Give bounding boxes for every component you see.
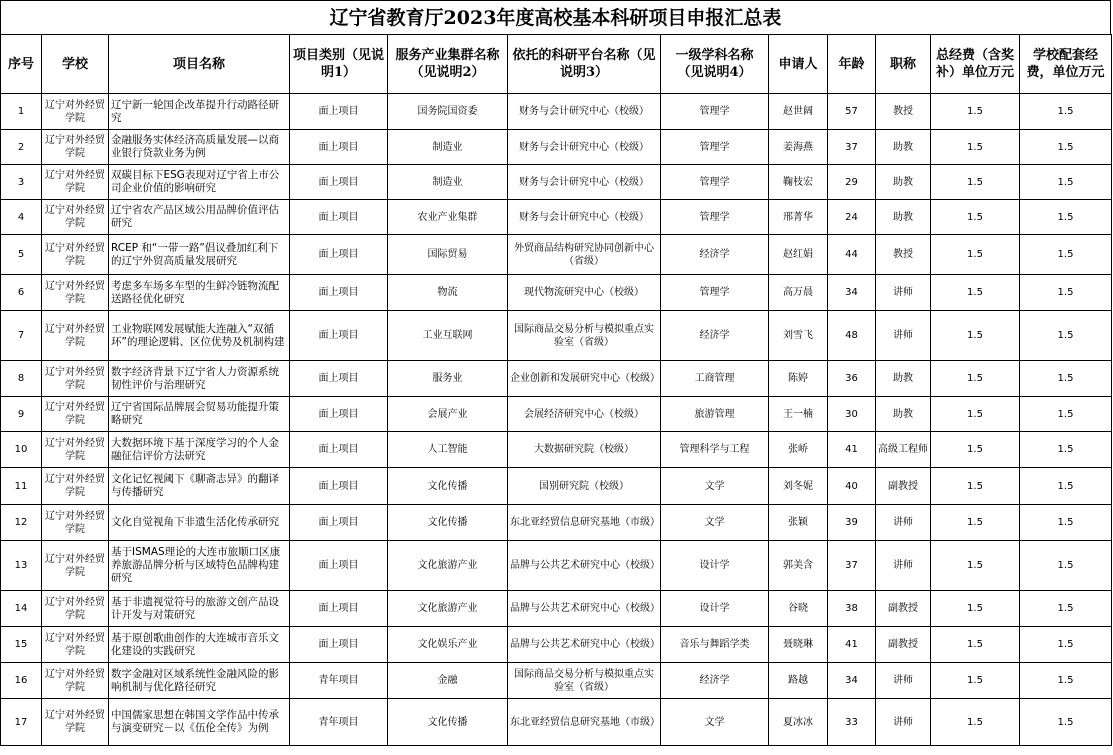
cell-matching-funding[interactable]: 1.5 (1020, 397, 1112, 432)
cell-job-title[interactable]: 高级工程师 (876, 432, 931, 468)
table-row (1, 361, 1112, 397)
cell-job-title[interactable]: 助教 (876, 200, 931, 235)
header-industry-cluster: 服务产业集群名称（见说明2） (388, 35, 508, 94)
header-project-type: 项目类别（见说明1） (290, 35, 388, 94)
cell-total-funding[interactable]: 1.5 (931, 235, 1020, 275)
cell-discipline[interactable]: 管理学 (661, 275, 769, 311)
cell-project-type[interactable]: 面上项目 (290, 541, 388, 591)
cell-discipline[interactable]: 设计学 (661, 541, 769, 591)
cell-industry-cluster[interactable]: 制造业 (388, 130, 508, 165)
cell-job-title[interactable]: 讲师 (876, 275, 931, 311)
header-job-title: 职称 (876, 35, 931, 94)
cell-industry-cluster[interactable]: 工业互联网 (388, 311, 508, 361)
cell-discipline[interactable]: 经济学 (661, 663, 769, 699)
cell-research-platform[interactable]: 财务与会计研究中心（校级） (508, 130, 661, 165)
cell-matching-funding[interactable]: 1.5 (1020, 699, 1112, 746)
cell-applicant[interactable]: 张颖 (769, 505, 828, 541)
cell-project-name[interactable]: 大数据环境下基于深度学习的个人金融征信评价方法研究 (109, 432, 290, 468)
cell-matching-funding[interactable]: 1.5 (1020, 432, 1112, 468)
cell-age[interactable]: 38 (828, 591, 876, 627)
cell-research-platform[interactable]: 外贸商品结构研究协同创新中心（省级） (508, 235, 661, 275)
table-row (1, 275, 1112, 311)
cell-applicant[interactable]: 刘冬妮 (769, 468, 828, 505)
cell-project-type[interactable]: 面上项目 (290, 165, 388, 200)
cell-discipline[interactable]: 工商管理 (661, 361, 769, 397)
cell-industry-cluster[interactable]: 制造业 (388, 165, 508, 200)
cell-project-name[interactable]: 基于非遗视觉符号的旅游文创产品设计开发与对策研究 (109, 591, 290, 627)
cell-total-funding[interactable]: 1.5 (931, 165, 1020, 200)
cell-project-name[interactable]: 辽宁新一轮国企改革提升行动路径研究 (109, 94, 290, 130)
header-discipline: 一级学科名称（见说明4） (661, 35, 769, 94)
cell-age[interactable]: 41 (828, 432, 876, 468)
cell-total-funding[interactable]: 1.5 (931, 505, 1020, 541)
header-total-funding: 总经费（含奖补）单位万元 (931, 35, 1020, 94)
cell-discipline[interactable]: 经济学 (661, 311, 769, 361)
cell-project-name[interactable]: RCEP 和“一带一路”倡议叠加红利下的辽宁外贸高质量发展研究 (109, 235, 290, 275)
cell-matching-funding[interactable]: 1.5 (1020, 200, 1112, 235)
cell-applicant[interactable]: 姜海燕 (769, 130, 828, 165)
cell-school[interactable]: 辽宁对外经贸学院 (42, 699, 109, 746)
cell-job-title[interactable]: 副教授 (876, 627, 931, 663)
cell-project-name[interactable]: 辽宁省国际品牌展会贸易功能提升策略研究 (109, 397, 290, 432)
sheet-title: 辽宁省教育厅2023年度高校基本科研项目申报汇总表 (0, 0, 1111, 34)
cell-project-name[interactable]: 金融服务实体经济高质量发展—以商业银行贷款业务为例 (109, 130, 290, 165)
cell-matching-funding[interactable]: 1.5 (1020, 361, 1112, 397)
cell-discipline[interactable]: 管理学 (661, 200, 769, 235)
cell-job-title[interactable]: 助教 (876, 130, 931, 165)
table-row (1, 130, 1112, 165)
table-row (1, 311, 1112, 361)
cell-research-platform[interactable]: 财务与会计研究中心（校级） (508, 200, 661, 235)
cell-industry-cluster[interactable]: 文化传播 (388, 468, 508, 505)
table-row (1, 699, 1112, 746)
cell-total-funding[interactable]: 1.5 (931, 275, 1020, 311)
cell-applicant[interactable]: 聂晓琳 (769, 627, 828, 663)
table-row (1, 235, 1112, 275)
header-research-platform: 依托的科研平台名称（见说明3） (508, 35, 661, 94)
cell-job-title[interactable]: 讲师 (876, 699, 931, 746)
cell-project-type[interactable]: 青年项目 (290, 663, 388, 699)
cell-school[interactable]: 辽宁对外经贸学院 (42, 432, 109, 468)
cell-total-funding[interactable]: 1.5 (931, 311, 1020, 361)
cell-discipline[interactable]: 管理学 (661, 130, 769, 165)
table-row (1, 397, 1112, 432)
cell-school[interactable]: 辽宁对外经贸学院 (42, 200, 109, 235)
cell-school[interactable]: 辽宁对外经贸学院 (42, 505, 109, 541)
table-row (1, 505, 1112, 541)
cell-total-funding[interactable]: 1.5 (931, 541, 1020, 591)
cell-age[interactable]: 41 (828, 627, 876, 663)
cell-project-type[interactable]: 面上项目 (290, 432, 388, 468)
cell-seq[interactable]: 4 (1, 200, 42, 235)
cell-matching-funding[interactable]: 1.5 (1020, 130, 1112, 165)
header-matching-funding: 学校配套经费，单位万元 (1020, 35, 1112, 94)
cell-school[interactable]: 辽宁对外经贸学院 (42, 94, 109, 130)
cell-discipline[interactable]: 旅游管理 (661, 397, 769, 432)
cell-project-type[interactable]: 面上项目 (290, 235, 388, 275)
cell-matching-funding[interactable]: 1.5 (1020, 505, 1112, 541)
header-applicant: 申请人 (769, 35, 828, 94)
cell-job-title[interactable]: 助教 (876, 165, 931, 200)
cell-school[interactable]: 辽宁对外经贸学院 (42, 165, 109, 200)
cell-total-funding[interactable]: 1.5 (931, 699, 1020, 746)
cell-job-title[interactable]: 讲师 (876, 505, 931, 541)
cell-research-platform[interactable]: 东北亚经贸信息研究基地（市级） (508, 699, 661, 746)
table-row (1, 94, 1112, 130)
cell-matching-funding[interactable]: 1.5 (1020, 311, 1112, 361)
cell-applicant[interactable]: 鞠枝宏 (769, 165, 828, 200)
cell-research-platform[interactable]: 会展经济研究中心（校级） (508, 397, 661, 432)
cell-discipline[interactable]: 文学 (661, 468, 769, 505)
cell-industry-cluster[interactable]: 金融 (388, 663, 508, 699)
cell-job-title[interactable]: 副教授 (876, 468, 931, 505)
cell-school[interactable]: 辽宁对外经贸学院 (42, 397, 109, 432)
cell-matching-funding[interactable]: 1.5 (1020, 165, 1112, 200)
cell-research-platform[interactable]: 国际商品交易分析与模拟重点实验室（省级） (508, 311, 661, 361)
table-row (1, 627, 1112, 663)
cell-discipline[interactable]: 管理科学与工程 (661, 432, 769, 468)
cell-age[interactable]: 57 (828, 94, 876, 130)
cell-seq[interactable]: 12 (1, 505, 42, 541)
cell-job-title[interactable]: 助教 (876, 397, 931, 432)
cell-discipline[interactable]: 文学 (661, 699, 769, 746)
cell-project-type[interactable]: 面上项目 (290, 397, 388, 432)
cell-age[interactable]: 44 (828, 235, 876, 275)
cell-project-name[interactable]: 辽宁省农产品区域公用品牌价值评估研究 (109, 200, 290, 235)
cell-seq[interactable]: 5 (1, 235, 42, 275)
cell-total-funding[interactable]: 1.5 (931, 663, 1020, 699)
cell-job-title[interactable]: 讲师 (876, 541, 931, 591)
cell-total-funding[interactable]: 1.5 (931, 397, 1020, 432)
cell-research-platform[interactable]: 大数据研究院（校级） (508, 432, 661, 468)
cell-matching-funding[interactable]: 1.5 (1020, 468, 1112, 505)
cell-project-name[interactable]: 考虑多车场多车型的生鲜冷链物流配送路径优化研究 (109, 275, 290, 311)
cell-industry-cluster[interactable]: 服务业 (388, 361, 508, 397)
cell-age[interactable]: 24 (828, 200, 876, 235)
cell-age[interactable]: 34 (828, 663, 876, 699)
cell-discipline[interactable]: 音乐与舞蹈学类 (661, 627, 769, 663)
cell-seq[interactable]: 13 (1, 541, 42, 591)
cell-total-funding[interactable]: 1.5 (931, 432, 1020, 468)
cell-school[interactable]: 辽宁对外经贸学院 (42, 541, 109, 591)
cell-seq[interactable]: 10 (1, 432, 42, 468)
cell-project-type[interactable]: 面上项目 (290, 94, 388, 130)
table-row (1, 468, 1112, 505)
cell-project-type[interactable]: 面上项目 (290, 275, 388, 311)
cell-applicant[interactable]: 赵红娟 (769, 235, 828, 275)
cell-project-type[interactable]: 面上项目 (290, 627, 388, 663)
cell-project-name[interactable]: 基于原创歌曲创作的大连城市音乐文化建设的实践研究 (109, 627, 290, 663)
cell-applicant[interactable]: 陈婷 (769, 361, 828, 397)
cell-project-name[interactable]: 数字经济背景下辽宁省人力资源系统韧性评价与治理研究 (109, 361, 290, 397)
cell-matching-funding[interactable]: 1.5 (1020, 275, 1112, 311)
cell-seq[interactable]: 16 (1, 663, 42, 699)
cell-school[interactable]: 辽宁对外经贸学院 (42, 311, 109, 361)
cell-seq[interactable]: 1 (1, 94, 42, 130)
cell-job-title[interactable]: 副教授 (876, 591, 931, 627)
cell-industry-cluster[interactable]: 文化旅游产业 (388, 591, 508, 627)
cell-job-title[interactable]: 助教 (876, 361, 931, 397)
cell-seq[interactable]: 8 (1, 361, 42, 397)
cell-total-funding[interactable]: 1.5 (931, 94, 1020, 130)
cell-job-title[interactable]: 教授 (876, 235, 931, 275)
cell-seq[interactable]: 2 (1, 130, 42, 165)
cell-total-funding[interactable]: 1.5 (931, 130, 1020, 165)
cell-matching-funding[interactable]: 1.5 (1020, 627, 1112, 663)
header-age: 年龄 (828, 35, 876, 94)
cell-research-platform[interactable]: 品牌与公共艺术研究中心（校级） (508, 541, 661, 591)
cell-project-name[interactable]: 文化记忆视阈下《聊斋志异》的翻译与传播研究 (109, 468, 290, 505)
cell-total-funding[interactable]: 1.5 (931, 591, 1020, 627)
header-project-name: 项目名称 (109, 35, 290, 94)
cell-project-name[interactable]: 文化自觉视角下非遗生活化传承研究 (109, 505, 290, 541)
cell-school[interactable]: 辽宁对外经贸学院 (42, 361, 109, 397)
cell-seq[interactable]: 3 (1, 165, 42, 200)
cell-research-platform[interactable]: 企业创新和发展研究中心（校级） (508, 361, 661, 397)
cell-applicant[interactable]: 郭美含 (769, 541, 828, 591)
table-row (1, 165, 1112, 200)
cell-industry-cluster[interactable]: 国务院国资委 (388, 94, 508, 130)
cell-age[interactable]: 33 (828, 699, 876, 746)
cell-applicant[interactable]: 谷晓 (769, 591, 828, 627)
cell-matching-funding[interactable]: 1.5 (1020, 541, 1112, 591)
cell-job-title[interactable]: 讲师 (876, 311, 931, 361)
cell-project-name[interactable]: 基于ISMAS理论的大连市旅顺口区康养旅游品牌分析与区域特色品牌构建研究 (109, 541, 290, 591)
cell-job-title[interactable]: 教授 (876, 94, 931, 130)
cell-project-type[interactable]: 面上项目 (290, 200, 388, 235)
table-row (1, 432, 1112, 468)
cell-industry-cluster[interactable]: 文化传播 (388, 505, 508, 541)
cell-applicant[interactable]: 王一楠 (769, 397, 828, 432)
cell-age[interactable]: 40 (828, 468, 876, 505)
cell-age[interactable]: 29 (828, 165, 876, 200)
cell-school[interactable]: 辽宁对外经贸学院 (42, 627, 109, 663)
cell-project-name[interactable]: 工业物联网发展赋能大连融入“双循环”的理论逻辑、区位优势及机制构建 (109, 311, 290, 361)
cell-research-platform[interactable]: 国际商品交易分析与模拟重点实验室（省级） (508, 663, 661, 699)
cell-applicant[interactable]: 张峤 (769, 432, 828, 468)
cell-age[interactable]: 34 (828, 275, 876, 311)
table-row (1, 200, 1112, 235)
cell-industry-cluster[interactable]: 国际贸易 (388, 235, 508, 275)
cell-project-type[interactable]: 面上项目 (290, 311, 388, 361)
table-row (1, 591, 1112, 627)
cell-age[interactable]: 39 (828, 505, 876, 541)
cell-research-platform[interactable]: 财务与会计研究中心（校级） (508, 165, 661, 200)
cell-project-type[interactable]: 面上项目 (290, 505, 388, 541)
cell-research-platform[interactable]: 品牌与公共艺术研究中心（校级） (508, 627, 661, 663)
cell-school[interactable]: 辽宁对外经贸学院 (42, 235, 109, 275)
cell-age[interactable]: 30 (828, 397, 876, 432)
cell-industry-cluster[interactable]: 人工智能 (388, 432, 508, 468)
cell-applicant[interactable]: 高万晨 (769, 275, 828, 311)
cell-matching-funding[interactable]: 1.5 (1020, 663, 1112, 699)
cell-age[interactable]: 37 (828, 130, 876, 165)
cell-matching-funding[interactable]: 1.5 (1020, 591, 1112, 627)
header-school: 学校 (42, 35, 109, 94)
cell-research-platform[interactable]: 现代物流研究中心（校级） (508, 275, 661, 311)
cell-discipline[interactable]: 管理学 (661, 94, 769, 130)
cell-age[interactable]: 37 (828, 541, 876, 591)
cell-research-platform[interactable]: 东北亚经贸信息研究基地（市级） (508, 505, 661, 541)
cell-seq[interactable]: 17 (1, 699, 42, 746)
header-seq: 序号 (1, 35, 42, 94)
cell-school[interactable]: 辽宁对外经贸学院 (42, 591, 109, 627)
cell-project-type[interactable]: 面上项目 (290, 361, 388, 397)
cell-total-funding[interactable]: 1.5 (931, 361, 1020, 397)
cell-industry-cluster[interactable]: 农业产业集群 (388, 200, 508, 235)
table-row (1, 663, 1112, 699)
project-table (0, 34, 1112, 746)
cell-research-platform[interactable]: 财务与会计研究中心（校级） (508, 94, 661, 130)
table-body (1, 94, 1112, 746)
header-row (1, 35, 1112, 94)
cell-project-name[interactable]: 中国儒家思想在韩国文学作品中传承与演变研究－以《伍伦全传》为例 (109, 699, 290, 746)
cell-discipline[interactable]: 管理学 (661, 165, 769, 200)
cell-age[interactable]: 48 (828, 311, 876, 361)
cell-job-title[interactable]: 讲师 (876, 663, 931, 699)
cell-seq[interactable]: 14 (1, 591, 42, 627)
cell-school[interactable]: 辽宁对外经贸学院 (42, 130, 109, 165)
cell-seq[interactable]: 9 (1, 397, 42, 432)
cell-total-funding[interactable]: 1.5 (931, 627, 1020, 663)
cell-applicant[interactable]: 赵世阔 (769, 94, 828, 130)
cell-school[interactable]: 辽宁对外经贸学院 (42, 663, 109, 699)
cell-seq[interactable]: 15 (1, 627, 42, 663)
table-row (1, 541, 1112, 591)
cell-project-type[interactable]: 面上项目 (290, 468, 388, 505)
cell-project-type[interactable]: 面上项目 (290, 130, 388, 165)
cell-matching-funding[interactable]: 1.5 (1020, 235, 1112, 275)
cell-discipline[interactable]: 文学 (661, 505, 769, 541)
cell-industry-cluster[interactable]: 文化旅游产业 (388, 541, 508, 591)
cell-seq[interactable]: 6 (1, 275, 42, 311)
cell-discipline[interactable]: 设计学 (661, 591, 769, 627)
cell-industry-cluster[interactable]: 会展产业 (388, 397, 508, 432)
cell-applicant[interactable]: 夏冰冰 (769, 699, 828, 746)
cell-industry-cluster[interactable]: 物流 (388, 275, 508, 311)
cell-applicant[interactable]: 邢菁华 (769, 200, 828, 235)
cell-total-funding[interactable]: 1.5 (931, 200, 1020, 235)
cell-project-type[interactable]: 面上项目 (290, 591, 388, 627)
cell-applicant[interactable]: 路越 (769, 663, 828, 699)
cell-school[interactable]: 辽宁对外经贸学院 (42, 468, 109, 505)
cell-matching-funding[interactable]: 1.5 (1020, 94, 1112, 130)
cell-seq[interactable]: 11 (1, 468, 42, 505)
cell-project-type[interactable]: 青年项目 (290, 699, 388, 746)
cell-age[interactable]: 36 (828, 361, 876, 397)
cell-school[interactable]: 辽宁对外经贸学院 (42, 275, 109, 311)
cell-discipline[interactable]: 经济学 (661, 235, 769, 275)
cell-seq[interactable]: 7 (1, 311, 42, 361)
cell-project-name[interactable]: 数字金融对区域系统性金融风险的影响机制与优化路径研究 (109, 663, 290, 699)
cell-research-platform[interactable]: 品牌与公共艺术研究中心（校级） (508, 591, 661, 627)
cell-applicant[interactable]: 刘雪飞 (769, 311, 828, 361)
cell-project-name[interactable]: 双碳目标下ESG表现对辽宁省上市公司企业价值的影响研究 (109, 165, 290, 200)
cell-research-platform[interactable]: 国别研究院（校级） (508, 468, 661, 505)
cell-total-funding[interactable]: 1.5 (931, 468, 1020, 505)
cell-industry-cluster[interactable]: 文化传播 (388, 699, 508, 746)
cell-industry-cluster[interactable]: 文化娱乐产业 (388, 627, 508, 663)
